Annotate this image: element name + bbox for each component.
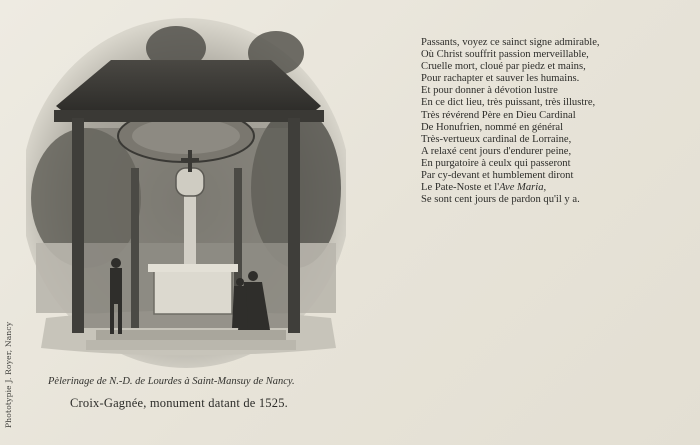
poem-text bbox=[421, 37, 681, 206]
poem-line bbox=[421, 122, 681, 134]
poem-line bbox=[421, 73, 681, 85]
poem-line bbox=[421, 85, 681, 97]
poem-line bbox=[421, 49, 681, 61]
monument-caption: Croix-Gagnée, monument datant de 1525. bbox=[70, 396, 288, 410]
poem-line-text: Cruelle mort, cloué par piedz et mains, bbox=[421, 61, 586, 73]
poem-line-text: Le Pate-Noste et l' bbox=[421, 182, 500, 194]
poem-line-text: Se sont cent jours de pardon qu'il y a. bbox=[421, 194, 580, 206]
printer-credit: Phototypie J. Royer, Nancy bbox=[4, 321, 13, 428]
poem-line-text: Par cy-devant et humblement diront bbox=[421, 170, 574, 182]
poem-line-text: En ce dict lieu, très puissant, très illustre, bbox=[421, 97, 596, 109]
poem-line bbox=[421, 37, 681, 49]
poem-line bbox=[421, 158, 681, 170]
poem-line-text: Très révérend Père en Dieu Cardinal bbox=[421, 109, 576, 121]
poem-line-text: De Honufrien, nommé en général bbox=[421, 121, 564, 133]
poem-line-italic: Ave Maria, bbox=[499, 182, 547, 194]
poem-line bbox=[421, 110, 681, 122]
poem-line bbox=[421, 134, 681, 146]
poem-line-text: A relaxé cent jours d'endurer peine, bbox=[421, 145, 572, 157]
poem-line-text: En purgatoire à ceulx qui passeront bbox=[421, 157, 571, 169]
poem-line bbox=[421, 61, 681, 73]
poem-line-text: Pour rachapter et sauver les humains. bbox=[421, 73, 580, 85]
pilgrimage-caption: Pèlerinage de N.-D. de Lourdes à Saint-Mansuy de Nancy. bbox=[48, 376, 295, 387]
poem-line-text: Où Christ souffrit passion merveillable, bbox=[421, 49, 589, 61]
poem-line bbox=[421, 194, 681, 206]
pavilion-photo bbox=[26, 18, 346, 368]
poem-line bbox=[421, 97, 681, 109]
poem-line-text: Passants, voyez ce sainct signe admirable, bbox=[421, 37, 600, 48]
poem-line bbox=[421, 182, 681, 194]
poem-line bbox=[421, 146, 681, 158]
poem-line bbox=[421, 170, 681, 182]
poem-line-text: Et pour donner à dévotion lustre bbox=[421, 85, 558, 97]
photo-fountain-pavilion-icon bbox=[26, 18, 346, 368]
poem-line-text: Très-vertueux cardinal de Lorraine, bbox=[421, 133, 572, 145]
